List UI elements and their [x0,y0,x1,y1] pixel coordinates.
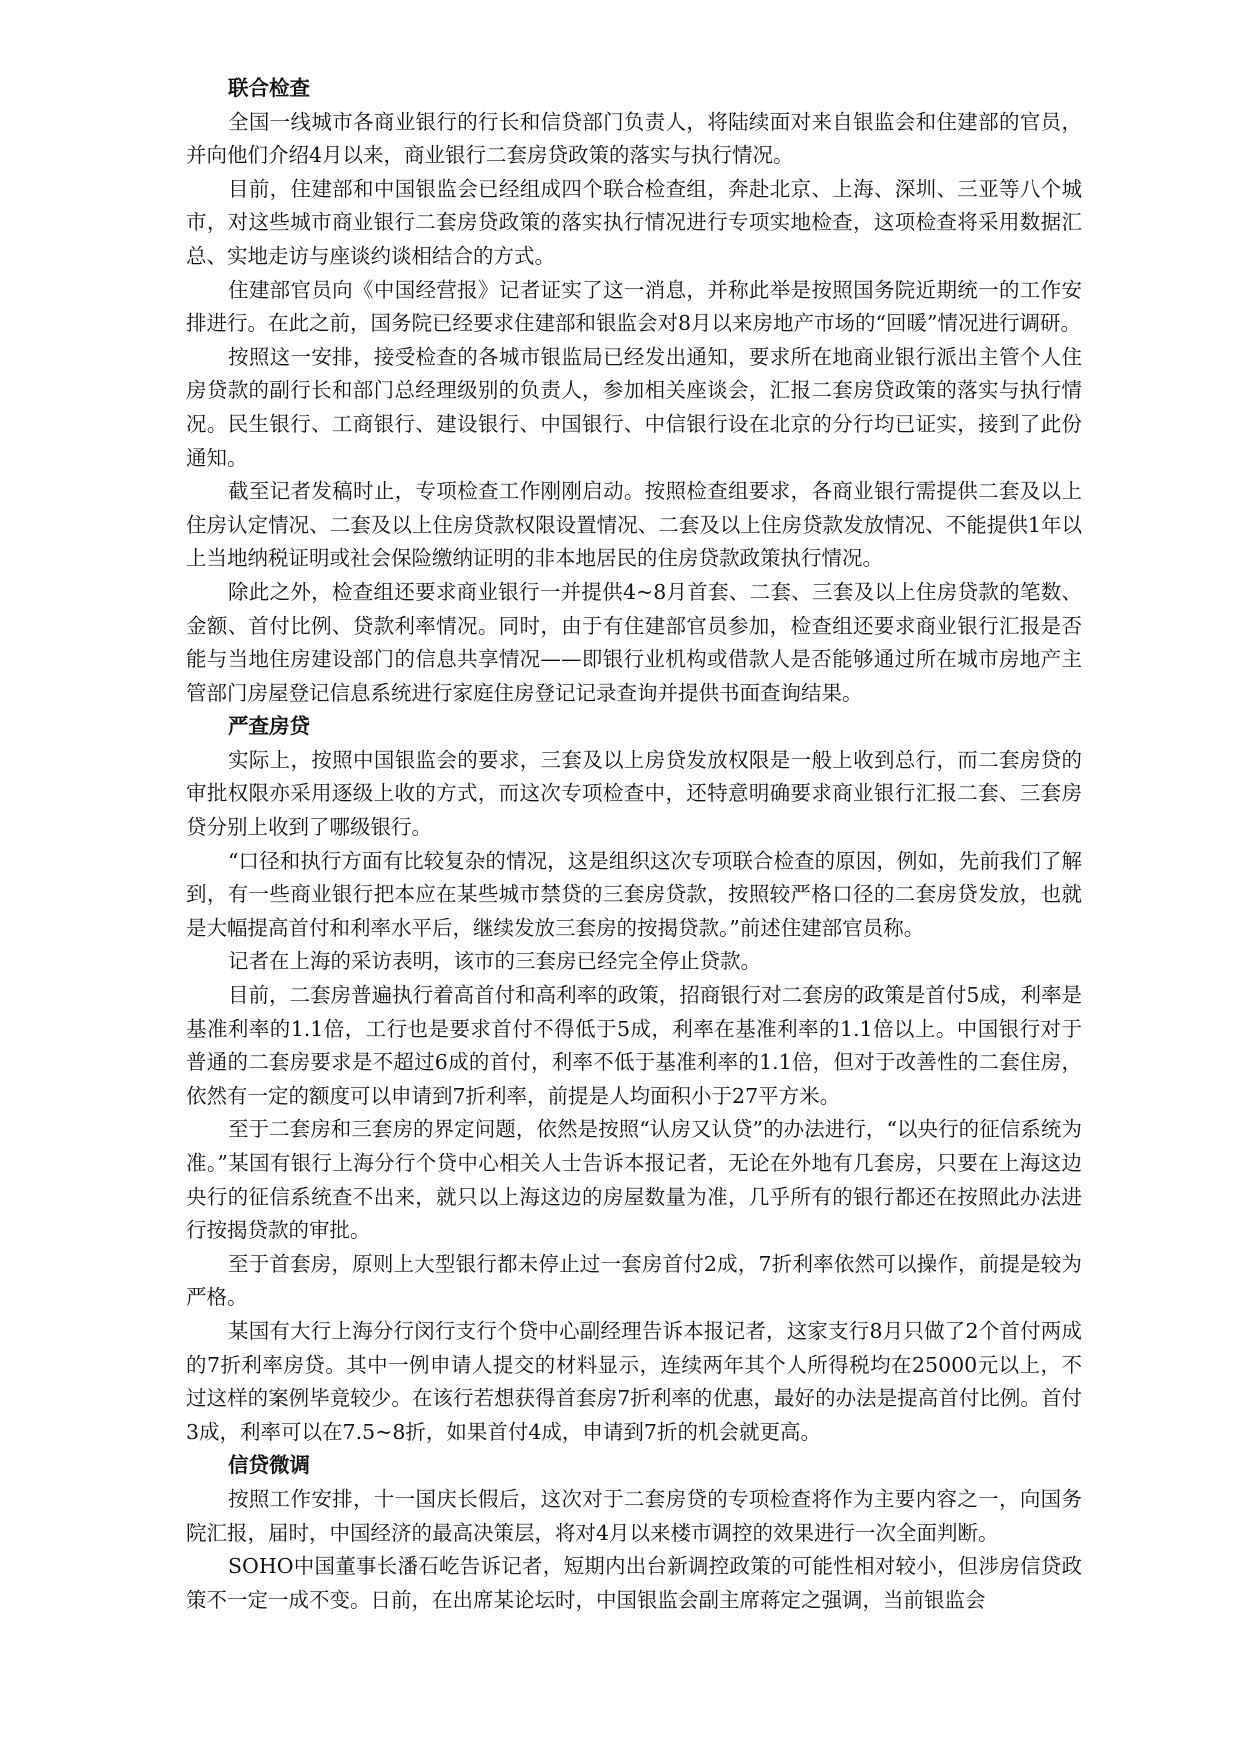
section-heading: 严查房贷 [228,714,310,739]
paragraph: 目前，住建部和中国银监会已经组成四个联合检查组，奔赴北京、上海、深圳、三亚等八个城市，对这些城市商业银行二套房贷政策的落实执行情况进行专项实地检查，这项检查将采用数据汇总、实地走访与座谈约谈相结合的方式。 [186,176,1082,268]
paragraph: “口径和执行方面有比较复杂的情况，这是组织这次专项联合检查的原因，例如，先前我们了解到，有一些商业银行把本应在某些城市禁贷的三套房贷款，按照较严格口径的二套房贷发放，也就是大幅提高首付和利率水平后，继续发放三套房的按揭贷款。”前述住建部官员称。 [186,848,1082,940]
paragraph: 至于二套房和三套房的界定问题，依然是按照“认房又认贷”的办法进行，“以央行的征信系统为准。”某国有银行上海分行个贷中心相关人士告诉本报记者，无论在外地有几套房，只要在上海这边央行的征信系统查不出来，就只以上海这边的房屋数量为准，几乎所有的银行都还在按照此办法进行按揭贷款的审批。 [186,1117,1082,1243]
section-credit-fine-tuning [186,1449,1082,1617]
paragraph: SOHO中国董事长潘石屹告诉记者，短期内出台新调控政策的可能性相对较小，但涉房信贷政策不一定一成不变。日前，在出席某论坛时，中国银监会副主席蒋定之强调，当前银监会 [186,1554,1082,1612]
paragraph: 除此之外，检查组还要求商业银行一并提供4~8月首套、二套、三套及以上住房贷款的笔数、金额、首付比例、贷款利率情况。同时，由于有住建部官员参加，检查组还要求商业银行汇报是否能与当地住房建设部门的信息共享情况——即银行业机构或借款人是否能够通过所在城市房地产主管部门房屋登记信息系统进行家庭住房登记记录查询并提供书面查询结果。 [186,579,1082,705]
paragraph: 按照这一安排，接受检查的各城市银监局已经发出通知，要求所在地商业银行派出主管个人住房贷款的副行长和部门总经理级别的负责人，参加相关座谈会，汇报二套房贷政策的落实与执行情况。民生银行、工商银行、建设银行、中国银行、中信银行设在北京的分行均已证实，接到了此份通知。 [186,344,1082,470]
paragraph: 截至记者发稿时止，专项检查工作刚刚启动。按照检查组要求，各商业银行需提供二套及以上住房认定情况、二套及以上住房贷款权限设置情况、二套及以上住房贷款发放情况、不能提供1年以上当地纳税证明或社会保险缴纳证明的非本地居民的住房贷款政策执行情况。 [186,479,1082,571]
paragraph: 按照工作安排，十一国庆长假后，这次对于二套房贷的专项检查将作为主要内容之一，向国务院汇报，届时，中国经济的最高决策层，将对4月以来楼市调控的效果进行一次全面判断。 [186,1486,1082,1545]
section-joint-inspection [186,72,1082,710]
paragraph: 实际上，按照中国银监会的要求，三套及以上房贷发放权限是一般上收到总行，而二套房贷的审批权限亦采用逐级上收的方式，而这次专项检查中，还特意明确要求商业银行汇报二套、三套房贷分别上收到了哪级银行。 [186,747,1082,840]
paragraph: 记者在上海的采访表明，该市的三套房已经完全停止贷款。 [228,949,761,974]
paragraph: 住建部官员向《中国经营报》记者证实了这一消息，并称此举是按照国务院近期统一的工作安排进行。在此之前，国务院已经要求住建部和银监会对8月以来房地产市场的“回暖”情况进行调研。 [186,277,1082,336]
section-heading: 联合检查 [228,76,310,100]
paragraph: 全国一线城市各商业银行的行长和信贷部门负责人，将陆续面对来自银监会和住建部的官员，并向他们介绍4月以来，商业银行二套房贷政策的落实与执行情况。 [186,109,1082,168]
section-strict-mortgage-check [186,710,1082,1449]
document-page [186,72,1082,1617]
paragraph: 目前，二套房普遍执行着高首付和高利率的政策，招商银行对二套房的政策是首付5成，利率是基准利率的1.1倍，工行也是要求首付不得低于5成，利率在基准利率的1.1倍以上。中国银行对于普通的二套房要求是不超过6成的首付，利率不低于基准利率的1.1倍，但对于改善性的二套住房，依然有一定的额度可以申请到7折利率，前提是人均面积小于27平方米。 [186,983,1082,1108]
paragraph: 某国有大行上海分行闵行支行个贷中心副经理告诉本报记者，这家支行8月只做了2个首付两成的7折利率房贷。其中一例申请人提交的材料显示，连续两年其个人所得税均在25000元以上，不过这样的案例毕竟较少。在该行若想获得首套房7折利率的优惠，最好的办法是提高首付比例。首付3成，利率可以在7.5~8折，如果首付4成，申请到7折的机会就更高。 [186,1318,1082,1444]
section-heading: 信贷微调 [228,1453,310,1478]
paragraph: 至于首套房，原则上大型银行都未停止过一套房首付2成，7折利率依然可以操作，前提是较为严格。 [186,1251,1082,1310]
